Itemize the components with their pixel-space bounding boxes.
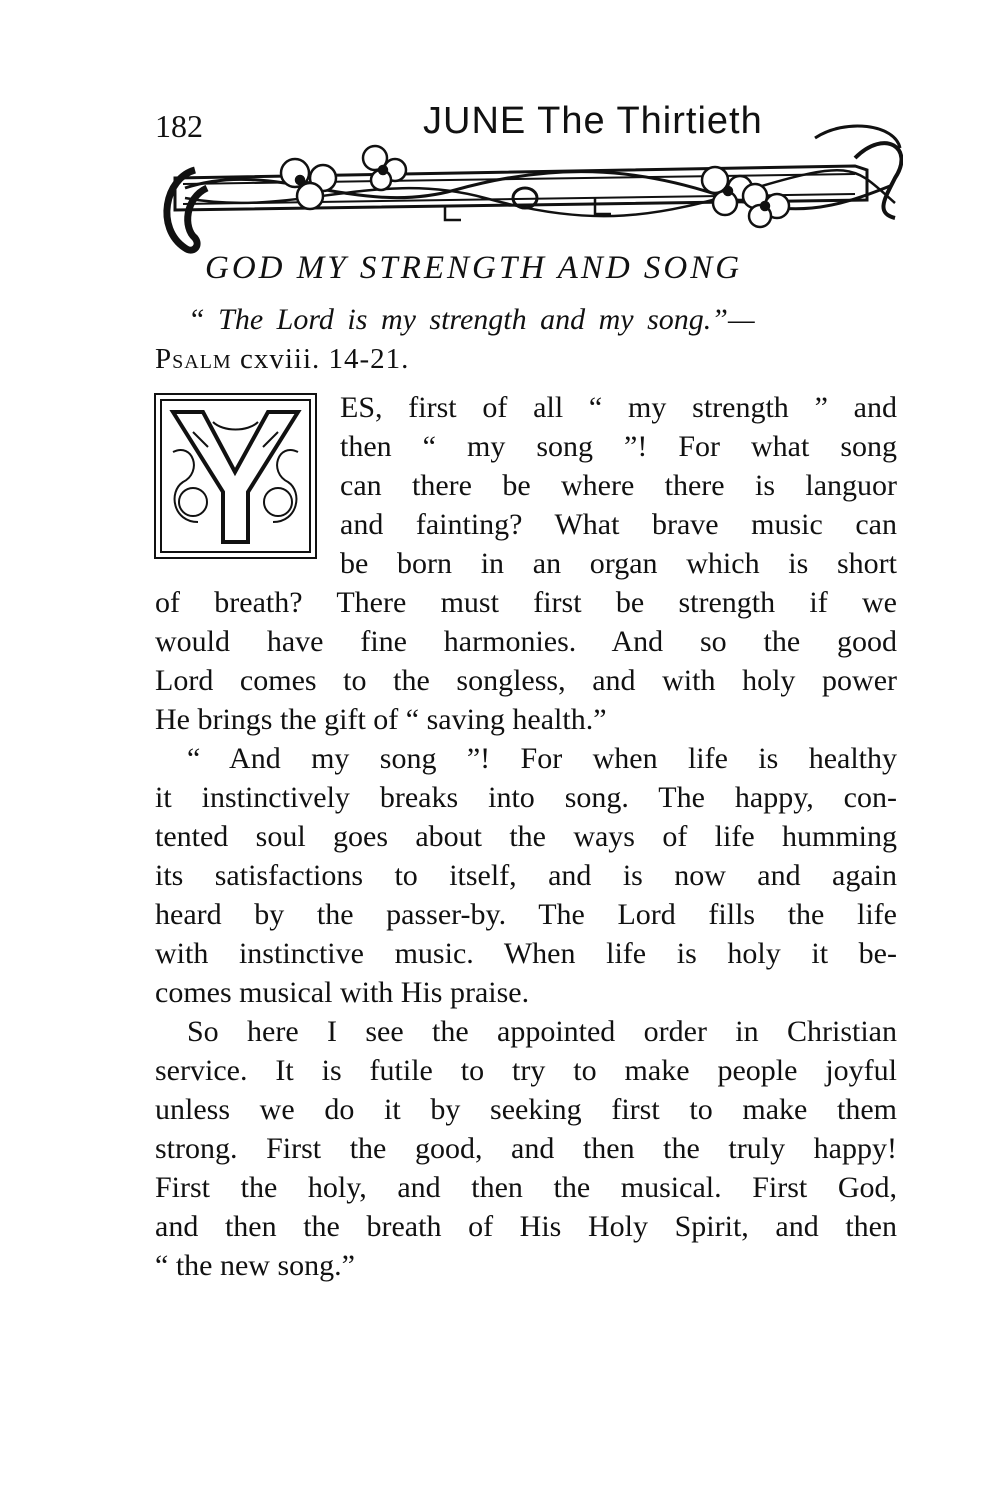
text-line: unless we do it by seeking first to make them xyxy=(155,1093,897,1126)
citation-book: Psalm xyxy=(155,343,232,375)
text-line: of breath? There must first be strength if we xyxy=(155,586,897,619)
paragraph xyxy=(155,388,897,739)
text-line: First the holy, and then the musical. First God, xyxy=(155,1171,897,1204)
text-line: So here I see the appointed order in Christian xyxy=(187,1015,897,1048)
text-line: tented soul goes about the ways of life humming xyxy=(155,820,897,853)
floral-banner-ornament-icon xyxy=(155,118,903,256)
epigraph-quote: “ The Lord is my strength and my song.”— xyxy=(188,303,755,336)
text-line: heard by the passer-by. The Lord fills the life xyxy=(155,898,897,931)
citation-reference: cxviii. 14-21. xyxy=(239,343,410,375)
text-line: and then the breath of His Holy Spirit, and then xyxy=(155,1210,897,1243)
body-text xyxy=(155,388,897,1285)
text-line: comes musical with His praise. xyxy=(155,976,530,1009)
text-line: with instinctive music. When life is holy it be- xyxy=(155,937,897,970)
page-title: GOD MY STRENGTH AND SONG xyxy=(205,250,743,286)
text-line: can there be where there is languor xyxy=(340,469,897,502)
paragraph xyxy=(155,739,897,1012)
text-line: Lord comes to the songless, and with holy power xyxy=(155,664,897,697)
text-line: its satisfactions to itself, and is now and again xyxy=(155,859,897,892)
text-line: service. It is futile to try to make people joyful xyxy=(155,1054,897,1087)
text-line: strong. First the good, and then the truly happy! xyxy=(155,1132,897,1165)
text-line: would have fine harmonies. And so the good xyxy=(155,625,897,658)
text-line: be born in an organ which is short xyxy=(340,547,897,580)
running-head: JUNE The Thirtieth xyxy=(423,100,763,142)
text-line: and fainting? What brave music can xyxy=(340,508,897,541)
paragraph xyxy=(155,1012,897,1285)
text-line: He brings the gift of “ saving health.” xyxy=(155,703,607,736)
text-line: “ the new song.” xyxy=(155,1249,355,1282)
page-number: 182 xyxy=(155,108,203,144)
text-line: “ And my song ”! For when life is healthy xyxy=(187,742,897,775)
text-line: it instinctively breaks into song. The happy, con- xyxy=(155,781,897,814)
text-line: ES, first of all “ my strength ” and xyxy=(340,391,897,424)
text-line: then “ my song ”! For what song xyxy=(340,430,897,463)
epigraph-citation xyxy=(155,343,409,376)
